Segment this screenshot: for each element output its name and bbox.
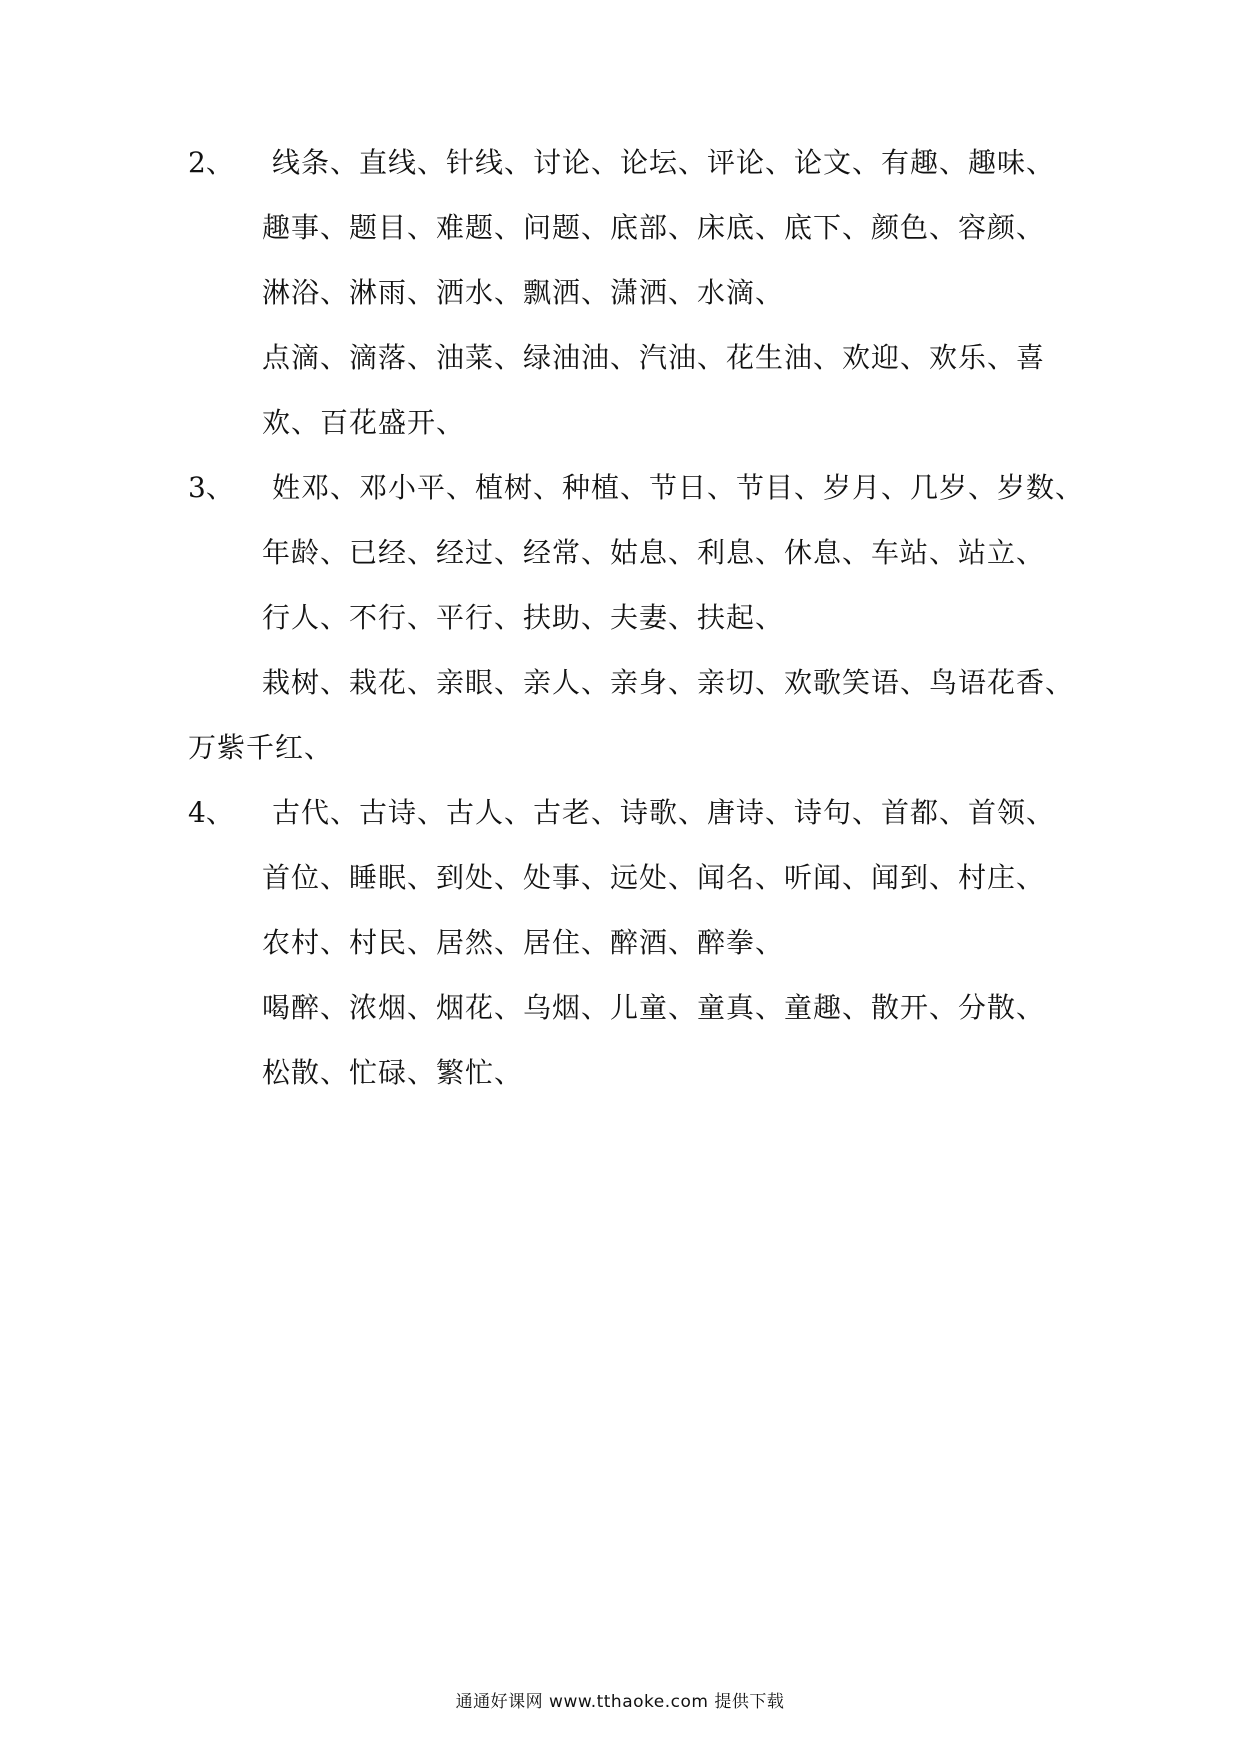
word-line: 松散、忙碌、繁忙、 [262,1056,524,1089]
word-line: 喝醉、浓烟、烟花、乌烟、儿童、童真、童趣、散开、分散、 [262,991,1046,1024]
section-number: 2、 [188,146,234,179]
word-line: 行人、不行、平行、扶助、夫妻、扶起、 [262,601,785,634]
word-line: 栽树、栽花、亲眼、亲人、亲身、亲切、欢歌笑语、鸟语花香、 [262,666,1075,699]
word-line: 首位、睡眠、到处、处事、远处、闻名、听闻、闻到、村庄、 [262,861,1046,894]
word-line: 趣事、题目、难题、问题、底部、床底、底下、颜色、容颜、 [262,211,1046,244]
section-number: 3、 [188,471,234,504]
word-line: 欢、百花盛开、 [262,406,466,439]
word-line: 古代、古诗、古人、古老、诗歌、唐诗、诗句、首都、首领、 [272,796,1056,829]
word-line: 万紫千红、 [188,731,334,764]
word-line: 农村、村民、居然、居住、醉酒、醉拳、 [262,926,785,959]
word-line: 点滴、滴落、油菜、绿油油、汽油、花生油、欢迎、欢乐、喜 [262,341,1046,374]
word-line: 姓邓、邓小平、植树、种植、节日、节目、岁月、几岁、岁数、 [272,471,1085,504]
word-line: 淋浴、淋雨、洒水、飘洒、潇洒、水滴、 [262,276,785,309]
word-line: 年龄、已经、经过、经常、姑息、利息、休息、车站、站立、 [262,536,1046,569]
word-line: 线条、直线、针线、讨论、论坛、评论、论文、有趣、趣味、 [272,146,1056,179]
section-number: 4、 [188,796,234,829]
page-footer: 通通好课网 www.tthaoke.com 提供下载 [455,1692,785,1712]
